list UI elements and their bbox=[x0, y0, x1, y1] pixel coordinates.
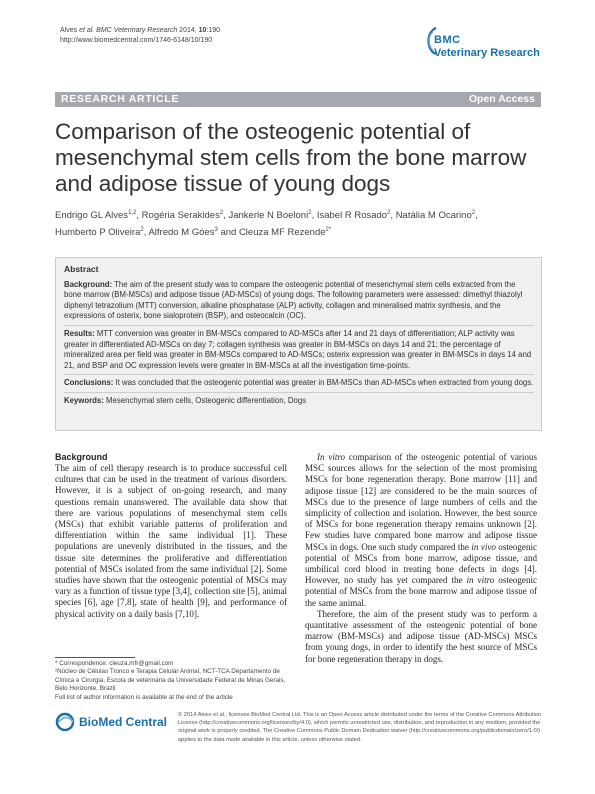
logo-journal-name: Veterinary Research bbox=[434, 47, 540, 59]
abstract-heading: Abstract bbox=[64, 264, 99, 274]
abstract-divider bbox=[64, 392, 534, 393]
correspondence-note[interactable]: * Correspondence: cleuza.mfr@gmail.com bbox=[55, 660, 174, 667]
footnotes bbox=[55, 660, 287, 702]
journal-citation-header bbox=[60, 26, 220, 46]
body-column-left bbox=[55, 452, 287, 620]
affiliation-note: ²Núcleo de Células Tronco e Terapia Celular Animal, NCT-TCA Departamento de Clínica e Cirurgia, Escola de veterinária da Universidade Federal de Minas Gerais, Belo Horizonte, Brazil bbox=[55, 668, 286, 693]
abstract-results: Results: MTT conversion was greater in BM-MSCs compared to AD-MSCs after 14 and 21 days of differentiation; ALP activity was greater in differentiated AD-MSCs on day 7; collagen synthesis was greater in BM-MSCs on days 14 and 21; the percentage of mineralized area per field was greater in BM-MSCs compared to AD-MSCs; osterix expression was greater in BM-MSCs in days 14 and 21, and BSP and OC expression levels were greater in BM-MSCs at all the investigation time-points. bbox=[64, 328, 532, 370]
article-title: Comparison of the osteogenic potential of mesenchymal stem cells from the bone marrow and adipose tissue of young dogs bbox=[55, 119, 527, 196]
logo-bmc-text: BMC bbox=[434, 34, 461, 46]
abstract-box bbox=[55, 257, 542, 431]
section-heading-background: Background bbox=[55, 452, 108, 462]
body-paragraph: The aim of cell therapy research is to produce successful cell cultures that can be used in the treatment of various disorders. However, it is a subject of on-going research, and many questions remain unanswered. The available data show that there are various populations of mesenchymal stem cells (MSCs) that exhibit variable patterns of proliferation and differentiation within the same individual [1]. These populations are unevenly distributed in the tissues, and the tissue site determines the proliferative and differentiation potential of MSCs isolated from the same individual [2]. Some studies have shown that the osteogenic potential of MSCs may vary as a function of tissue type [3,4], collection site [5], animal species [6], age [7,8], state of health [9], and performance of physical activity on a daily basis [7,10]. bbox=[55, 463, 287, 619]
article-type-label: RESEARCH ARTICLE bbox=[61, 93, 180, 105]
abstract-keywords: Keywords: Mesenchymal stem cells, Osteogenic differentiation, Dogs bbox=[64, 395, 307, 405]
biomed-central-swirl-icon bbox=[55, 712, 77, 732]
citation-line: Alves et al. BMC Veterinary Research 2014, 10:190 bbox=[60, 27, 221, 34]
abstract-conclusions: Conclusions: It was concluded that the osteogenic potential was greater in BM-MSCs than AD-MSCs when extracted from young dogs. bbox=[64, 378, 534, 388]
authors-line-1: Endrigo GL Alves$^{1,2}$, Rogéria Serakides$^2$, Jankerle N Boeloni$^2$, Isabel R Rosado$^2$, Natália M Ocarino$^2$, bbox=[55, 210, 478, 222]
body-paragraph: In vitro comparison of the osteogenic potential of various MSC sources allows for the selection of the most promising MSCs for bone regeneration therapy. Bone marrow [11] and adipose tissue [12] are considered to be the main sources of MSCs due to the presence of large numbers of cells and the simplicity of collection and isolation. However, the best source of MSCs for bone regeneration therapy remains unknown [2]. Few studies have compared bone marrow and adipose tissue MSCs in dogs. One such study compared the in vivo osteogenic potential of MSCs from bone marrow, adipose tissue, and umbilical cord blood in treating bone defects in dogs [4]. However, no study has yet compared the in vitro osteogenic potential of MSCs from the bone marrow and adipose tissue of the same animal. bbox=[305, 452, 537, 608]
authors-line-2: Humberto P Oliveira$^2$, Alfredo M Góes$^3$ and Cleuza MF Rezende$^{2*}$ bbox=[55, 227, 332, 239]
abstract-background: Background: The aim of the present study was to compare the osteogenic potential of mesenchymal stem cells extracted from the bone marrow (BM-MSCs) and adipose tissue (AD-MSCs) of young dogs. The following parameters were assessed: dimethyl thiazolyl diphenyl tetrazolium (MTT) conversion, alkaline phosphatase (ALP) activity, collagen and mineralised matrix synthesis, and the expressions of osterix, bone sialoprotein (BSP), and osteocalcin (OC). bbox=[64, 279, 523, 321]
article-type-banner bbox=[55, 92, 541, 107]
article-url[interactable]: http://www.biomedcentral.com/1746-6148/10/190 bbox=[60, 37, 213, 44]
biomed-central-logo bbox=[55, 712, 175, 734]
abstract-divider bbox=[64, 325, 534, 326]
open-access-label: Open Access bbox=[468, 93, 535, 105]
bmc-journal-logo bbox=[424, 26, 544, 68]
author-list bbox=[55, 206, 541, 240]
footnote-divider bbox=[55, 657, 135, 658]
abstract-divider bbox=[64, 374, 534, 375]
body-column-right bbox=[305, 452, 537, 665]
author-info-note: Full list of author information is available at the end of the article bbox=[55, 693, 233, 701]
license-statement: © 2014 Alves et al.; licensee BioMed Central Ltd. This is an Open Access article distributed under the terms of the Creative Commons Attribution License (http://creativecommons.org/licenses/by/4.0), which permits unrestricted use, distribution, and reproduction in any medium, provided the original work is properly credited. The Creative Commons Public Domain Dedication waiver (http://creativecommons.org/publicdomain/zero/1.0/) applies to the data made available in this article, unless otherwise stated. bbox=[178, 712, 542, 743]
biomed-central-text: BioMed Central bbox=[79, 715, 168, 729]
body-paragraph: Therefore, the aim of the present study was to perform a quantitative assessment of the osteogenic potential of bone marrow (BM-MSCs) and adipose tissue (AD-MSCs) MSCs from young dogs, in order to identify the best source of MSCs for bone regeneration therapy in dogs. bbox=[305, 608, 537, 664]
